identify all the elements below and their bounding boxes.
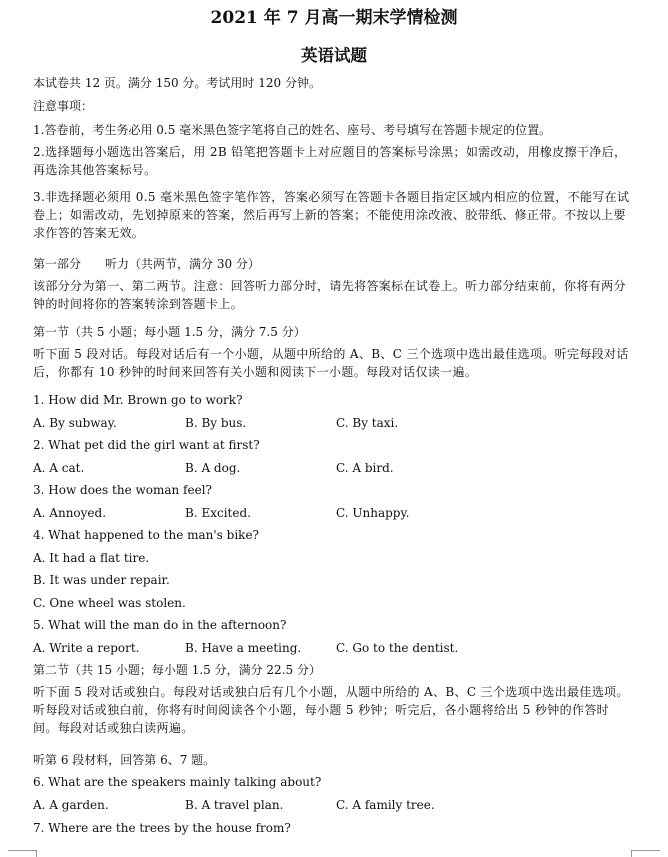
q2-option-b: B. A dog. xyxy=(185,461,241,475)
q4-option-c: C. One wheel was stolen. xyxy=(33,596,186,610)
part1-instruction: 该部分分为第一、第二两节。注意：回答听力部分时，请先将答案标在试卷上。听力部分结束前，你将有两分钟的时间将你的答案转涂到答题卡上。 xyxy=(33,279,626,311)
question-2-stem: 2. What pet did the girl want at first? xyxy=(33,438,260,452)
question-6-options xyxy=(33,796,633,814)
q1-option-a: A. By subway. xyxy=(33,416,117,430)
exam-subtitle: 英语试题 xyxy=(301,46,367,65)
note-3: 3.非选择题必须用 0.5 毫米黑色签字笔作答，答案必须写在答题卡各题目指定区域内相应的位置，不能写在试卷上；如需改动，先划掉原来的答案，然后再写上新的答案；不能使用涂改液、胶带纸、修正带。不按以上要求作答的答案无效。 xyxy=(33,190,630,240)
notes-heading: 注意事项： xyxy=(33,99,94,113)
note-1: 1.答卷前，考生务必用 0.5 毫米黑色签字笔将自己的姓名、座号、考号填写在答题卡规定的位置。 xyxy=(33,123,552,137)
q6-option-c: C. A family tree. xyxy=(336,798,435,812)
question-6-stem: 6. What are the speakers mainly talking about? xyxy=(33,775,322,789)
q3-option-b: B. Excited. xyxy=(185,506,251,520)
q6-option-a: A. A garden. xyxy=(33,798,109,812)
q3-option-a: A. Annoyed. xyxy=(33,506,107,520)
section1-instruction: 听下面 5 段对话。每段对话后有一个小题，从题中所给的 A、B、C 三个选项中选出最佳选项。听完每段对话后，你都有 10 秒钟的时间来回答有关小题和阅读下一小题。每段对话仅读一遍。 xyxy=(33,347,629,379)
section1-heading: 第一节（共 5 小题；每小题 1.5 分，满分 7.5 分） xyxy=(33,325,306,339)
exam-title: 2021 年 7 月高一期末学情检测 xyxy=(210,8,458,28)
q2-option-a: A. A cat. xyxy=(33,461,85,475)
q2-option-c: C. A bird. xyxy=(336,461,394,475)
question-1-options xyxy=(33,414,633,432)
q4-option-b: B. It was under repair. xyxy=(33,573,170,587)
section2-heading: 第二节（共 15 小题；每小题 1.5 分，满分 22.5 分） xyxy=(33,663,321,677)
question-4-stem: 4. What happened to the man's bike? xyxy=(33,528,259,542)
section2-instruction: 听下面 5 段对话或独白。每段对话或独白后有几个小题，从题中所给的 A、B、C 三个选项中选出最佳选项。听每段对话或独白前，你将有时间阅读各个小题，每小题 5 秒钟；听完后，各小题将给出 5 秒钟的作答时间。每段对话或独白读两遍。 xyxy=(33,685,629,735)
question-2-options xyxy=(33,459,633,477)
question-1-stem: 1. How did Mr. Brown go to work? xyxy=(33,393,243,407)
q6-option-b: B. A travel plan. xyxy=(185,798,284,812)
note-2: 2.选择题每小题选出答案后，用 2B 铅笔把答题卡上对应题目的答案标号涂黑；如需改动，用橡皮擦干净后，再选涂其他答案标号。 xyxy=(33,145,627,177)
question-3-options xyxy=(33,504,633,522)
q5-option-c: C. Go to the dentist. xyxy=(336,641,459,655)
q1-option-b: B. By bus. xyxy=(185,416,247,430)
question-5-options xyxy=(33,639,633,657)
question-7-stem: 7. Where are the trees by the house from? xyxy=(33,821,291,835)
question-5-stem: 5. What will the man do in the afternoon? xyxy=(33,618,287,632)
q4-option-a: A. It had a flat tire. xyxy=(33,551,150,565)
part1-heading: 第一部分 听力（共两节，满分 30 分） xyxy=(33,257,260,271)
q5-option-a: A. Write a report. xyxy=(33,641,140,655)
q1-option-c: C. By taxi. xyxy=(336,416,399,430)
intro-text: 本试卷共 12 页。满分 150 分。考试用时 120 分钟。 xyxy=(33,76,321,90)
material-6-heading: 听第 6 段材料，回答第 6、7 题。 xyxy=(33,753,216,767)
q3-option-c: C. Unhappy. xyxy=(336,506,410,520)
crop-mark-right xyxy=(631,850,660,857)
q5-option-b: B. Have a meeting. xyxy=(185,641,302,655)
question-3-stem: 3. How does the woman feel? xyxy=(33,483,212,497)
crop-mark-left xyxy=(8,850,37,857)
